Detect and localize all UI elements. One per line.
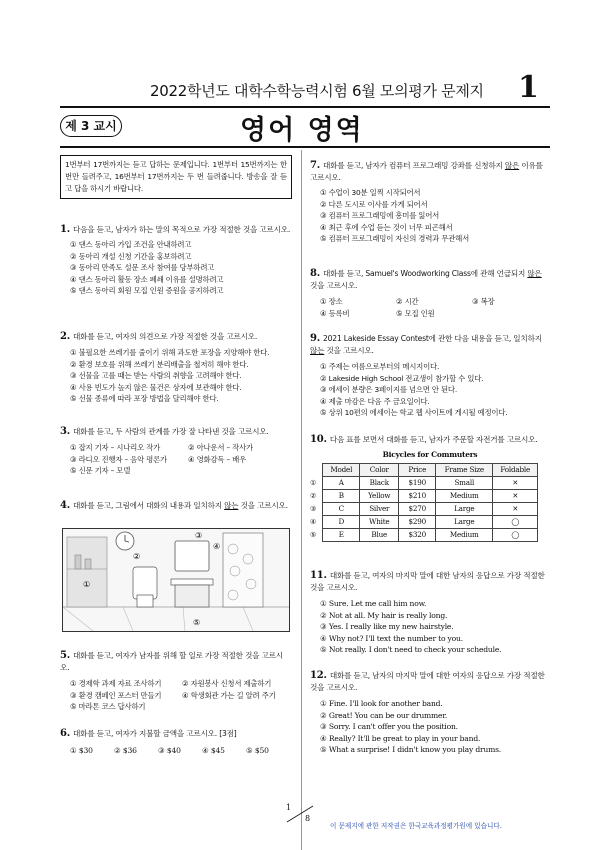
question-stem-a: 대화를 듣고, 남자가 컴퓨터 프로그래밍 강좌를 신청하지 bbox=[323, 161, 505, 170]
option-3[interactable]: ③ 동아리 만족도 설문 조사 참여를 당부하려고 bbox=[70, 263, 215, 272]
copyright-notice: 이 문제지에 관한 저작권은 한국교육과정평가원에 있습니다. bbox=[330, 822, 502, 830]
page-number: 1 bbox=[518, 70, 539, 105]
table-row[interactable] bbox=[310, 529, 538, 542]
cell-foldable: ✕ bbox=[493, 503, 538, 516]
question-number: 2. bbox=[60, 331, 71, 342]
cell-model: A bbox=[323, 477, 360, 490]
row-option-mark[interactable]: ① bbox=[310, 478, 317, 487]
option-5[interactable]: ⑤ $50 bbox=[246, 746, 269, 755]
option-2[interactable]: ② 아나운서 – 작사가 bbox=[188, 443, 253, 452]
question-number: 8. bbox=[310, 268, 321, 279]
question-number: 7. bbox=[310, 160, 321, 171]
option-3[interactable]: ③ 복장 bbox=[472, 297, 495, 306]
option-5[interactable]: ⑤ 컴퓨터 프로그래밍이 자신의 경력과 무관해서 bbox=[320, 234, 470, 243]
question-stem: 다음 표를 보면서 대화를 듣고, 남자가 주문할 자전거를 고르시오. bbox=[329, 435, 538, 444]
option-3[interactable]: ③ 선물을 고를 때는 받는 사람의 취향을 고려해야 한다. bbox=[70, 371, 242, 380]
page-total: 8 bbox=[305, 814, 311, 823]
listening-instructions: 1번부터 17번까지는 듣고 답하는 문제입니다. 1번부터 15번까지는 한 번만 들려주고, 16번부터 17번까지는 두 번 들려줍니다. 방송을 잘 듣고 답을 하시기 바랍니다. bbox=[60, 155, 292, 199]
cell-color: Blue bbox=[360, 529, 399, 542]
cell-price: $320 bbox=[399, 529, 436, 542]
option-1[interactable]: ① Sure. Let me call him now. bbox=[320, 599, 427, 608]
option-2[interactable]: ② Great! You can be our drummer. bbox=[320, 710, 448, 720]
col-header-frame-size: Frame Size bbox=[436, 464, 493, 477]
table-title: Bicycles for Commuters bbox=[382, 450, 478, 459]
question-stem: 대화를 듣고, 여자의 마지막 말에 대한 남자의 응답으로 가장 적절한 것을 고르시오. bbox=[310, 571, 545, 592]
question-4 bbox=[60, 500, 292, 512]
question-5 bbox=[60, 650, 292, 713]
option-3[interactable]: ③ 컴퓨터 프로그래밍에 흥미를 잃어서 bbox=[320, 211, 440, 220]
cell-frame-size: Medium bbox=[436, 529, 493, 542]
cell-model: D bbox=[323, 516, 360, 529]
question-number: 12. bbox=[310, 670, 327, 681]
question-stem: 대화를 듣고, 두 사람의 관계를 가장 잘 나타낸 것을 고르시오. bbox=[73, 427, 269, 436]
toilet-icon bbox=[133, 567, 157, 599]
option-1[interactable]: ① 주제는 여름으로부터의 메시지이다. bbox=[320, 362, 440, 371]
question-number: 3. bbox=[60, 426, 71, 437]
bathroom-scene-svg bbox=[63, 529, 289, 631]
option-4[interactable]: ④ 영화감독 – 배우 bbox=[188, 454, 247, 464]
question-stem-underline: 않은 bbox=[504, 161, 520, 170]
option-3[interactable]: ③ 환경 캠페인 포스터 만들기 bbox=[70, 690, 162, 700]
question-stem: 대화를 듣고, 남자의 마지막 말에 대한 여자의 응답으로 가장 적절한 것을 고르시오. bbox=[310, 671, 545, 692]
cell-frame-size: Small bbox=[436, 477, 493, 490]
cell-price: $270 bbox=[399, 503, 436, 516]
option-4[interactable]: ④ $45 bbox=[202, 746, 225, 755]
table-header-row bbox=[310, 464, 538, 477]
cell-color: Yellow bbox=[360, 490, 399, 503]
option-4[interactable]: ④ 등록비 bbox=[320, 308, 350, 318]
question-number: 4. bbox=[60, 500, 71, 511]
cell-foldable: ✕ bbox=[493, 477, 538, 490]
bathroom-illustration bbox=[62, 528, 290, 632]
question-9 bbox=[310, 333, 550, 419]
option-4[interactable]: ④ Really? It'll be great to play in your band. bbox=[320, 733, 481, 743]
option-1[interactable]: ① 댄스 동아리 가입 조건을 안내하려고 bbox=[70, 240, 192, 249]
page-current: 1 bbox=[286, 803, 292, 812]
row-option-mark[interactable]: ⑤ bbox=[310, 530, 317, 539]
table-row[interactable] bbox=[310, 490, 538, 503]
question-stem-a: 대화를 듣고, Samuel's Woodworking Class에 관해 언급되지 bbox=[323, 269, 528, 278]
cell-foldable: ✕ bbox=[493, 490, 538, 503]
table-row[interactable] bbox=[310, 516, 538, 529]
option-4[interactable]: ④ 제출 마감은 다음 주 금요일이다. bbox=[320, 396, 430, 406]
cell-model: B bbox=[323, 490, 360, 503]
question-3 bbox=[60, 426, 292, 477]
cell-color: Silver bbox=[360, 503, 399, 516]
question-stem-underline: 않는 bbox=[224, 501, 239, 510]
exam-title: 2022학년도 대학수학능력시험 6월 모의평가 문제지 bbox=[150, 82, 484, 100]
question-2 bbox=[60, 331, 292, 405]
question-8 bbox=[310, 268, 550, 319]
option-2[interactable]: ② $36 bbox=[114, 746, 137, 755]
cell-price: $190 bbox=[399, 477, 436, 490]
option-1[interactable]: ① 경제학 과제 자료 조사하기 bbox=[70, 679, 162, 688]
question-stem-b: 것을 고르시오. bbox=[238, 501, 288, 510]
option-4[interactable]: ④ 댄스 동아리 활동 장소 폐쇄 이유를 설명하려고 bbox=[70, 274, 224, 284]
option-1[interactable]: ① 잡지 기자 – 시나리오 작가 bbox=[70, 443, 161, 452]
cell-frame-size: Large bbox=[436, 516, 493, 529]
row-option-mark[interactable]: ③ bbox=[310, 504, 317, 513]
question-number: 5. bbox=[60, 650, 71, 661]
question-11 bbox=[310, 570, 550, 656]
col-header-price: Price bbox=[399, 464, 436, 477]
question-number: 1. bbox=[60, 224, 71, 235]
question-stem: 대화를 듣고, 여자의 의견으로 가장 적절한 것을 고르시오. bbox=[73, 332, 258, 341]
cell-price: $290 bbox=[399, 516, 436, 529]
row-option-mark[interactable]: ② bbox=[310, 491, 317, 500]
table-row[interactable] bbox=[310, 503, 538, 516]
option-5[interactable]: ⑤ 댄스 동아리 회원 모집 인원 증원을 공지하려고 bbox=[70, 286, 224, 295]
scene-label-5: ⑤ bbox=[193, 618, 201, 627]
scene-label-3: ③ bbox=[195, 531, 203, 540]
option-5[interactable]: ⑤ 상위 10편의 에세이는 학교 웹 사이트에 게시될 예정이다. bbox=[320, 408, 508, 417]
col-header-foldable: Foldable bbox=[493, 464, 538, 477]
question-stem-underline: 않는 bbox=[310, 346, 325, 355]
scene-label-4: ④ bbox=[213, 542, 221, 551]
option-3[interactable]: ③ 라디오 진행자 – 음악 평론가 bbox=[70, 454, 168, 464]
option-1[interactable]: ① 장소 bbox=[320, 297, 343, 306]
mirror-icon bbox=[175, 541, 209, 571]
option-4[interactable]: ④ 학생회관 가는 길 알려 주기 bbox=[182, 690, 276, 700]
option-5[interactable]: ⑤ What a surprise! I didn't know you play drums. bbox=[320, 745, 502, 754]
question-stem-a: 2021 Lakeside Essay Contest에 관한 다음 내용을 듣고, 일치하지 bbox=[323, 334, 542, 343]
option-5[interactable]: ⑤ 신문 기자 – 모델 bbox=[70, 466, 131, 475]
shelf bbox=[67, 537, 107, 607]
option-2[interactable]: ② 다른 도시로 이사를 가게 되어서 bbox=[320, 199, 428, 209]
question-6 bbox=[60, 728, 292, 757]
option-2[interactable]: ② 동아리 개설 신청 기간을 홍보하려고 bbox=[70, 251, 192, 261]
option-2[interactable]: ② 시간 bbox=[396, 297, 419, 306]
question-stem-a: 대화를 듣고, 그림에서 대화의 내용과 일치하지 bbox=[73, 501, 225, 510]
cell-foldable: ◯ bbox=[493, 529, 538, 542]
option-5[interactable]: ⑤ Not really. I don't need to check your schedule. bbox=[320, 645, 502, 654]
cell-model: C bbox=[323, 503, 360, 516]
bicycles-table bbox=[310, 463, 538, 542]
question-number: 9. bbox=[310, 333, 321, 344]
question-7 bbox=[310, 160, 550, 245]
question-stem-b: 것을 고르시오. bbox=[324, 346, 374, 355]
scene-label-1: ① bbox=[83, 580, 91, 589]
cell-color: Black bbox=[360, 477, 399, 490]
option-2[interactable]: ② Not at all. My hair is really long. bbox=[320, 610, 448, 620]
question-12 bbox=[310, 670, 550, 756]
option-1[interactable]: ① Fine. I'll look for another band. bbox=[320, 699, 443, 708]
question-number: 10. bbox=[310, 434, 327, 445]
period-badge: 제 3 교시 bbox=[60, 115, 122, 137]
col-header-model: Model bbox=[323, 464, 360, 477]
option-1[interactable]: ① $30 bbox=[70, 746, 93, 755]
option-4[interactable]: ④ 사용 빈도가 높지 않은 물건은 상자에 보관해야 한다. bbox=[70, 382, 242, 392]
table-row[interactable] bbox=[310, 477, 538, 490]
option-3[interactable]: ③ Sorry. I can't offer you the position. bbox=[320, 722, 458, 731]
question-stem: 대화를 듣고, 여자가 남자를 위해 할 일로 가장 적절한 것을 고르시오. bbox=[60, 651, 283, 672]
option-3[interactable]: ③ $40 bbox=[158, 746, 181, 755]
cell-frame-size: Medium bbox=[436, 490, 493, 503]
scene-label-2: ② bbox=[133, 552, 141, 561]
shower-curtain bbox=[223, 533, 263, 607]
question-stem-b: 것을 고르시오. bbox=[310, 281, 358, 290]
option-5[interactable]: ⑤ 선물 종류에 따라 포장 방법을 달리해야 한다. bbox=[70, 394, 219, 403]
option-1[interactable]: ① 불필요한 쓰레기를 줄이기 위해 과도한 포장을 지양해야 한다. bbox=[70, 348, 270, 357]
cell-foldable: ◯ bbox=[493, 516, 538, 529]
question-stem-b: 이유를 고르시오. bbox=[310, 161, 543, 182]
option-1[interactable]: ① 수업이 30분 일찍 시작되어서 bbox=[320, 188, 421, 197]
cell-price: $210 bbox=[399, 490, 436, 503]
question-1 bbox=[60, 224, 292, 297]
option-5[interactable]: ⑤ 모집 인원 bbox=[396, 308, 435, 318]
option-4[interactable]: ④ 최근 후에 수업 듣는 것이 너무 피곤해서 bbox=[320, 222, 453, 232]
page-indicator bbox=[283, 804, 317, 824]
option-3[interactable]: ③ Yes. I really like my new hairstyle. bbox=[320, 622, 454, 631]
option-3[interactable]: ③ 에세이 분량은 3페이지를 넘으면 안 된다. bbox=[320, 385, 458, 394]
option-2[interactable]: ② 환경 보호를 위해 쓰레기 분리배출을 철저히 해야 한다. bbox=[70, 359, 249, 369]
cell-frame-size: Large bbox=[436, 503, 493, 516]
question-stem: 대화를 듣고, 여자가 지불할 금액을 고르시오. [3점] bbox=[73, 729, 237, 738]
question-stem-underline: 않은 bbox=[527, 269, 542, 278]
subject-title: 영어 영역 bbox=[240, 115, 364, 146]
option-5[interactable]: ⑤ 마라톤 코스 답사하기 bbox=[70, 702, 146, 711]
question-number: 6. bbox=[60, 728, 71, 739]
question-10 bbox=[310, 434, 550, 542]
cell-color: White bbox=[360, 516, 399, 529]
cell-model: E bbox=[323, 529, 360, 542]
column-divider bbox=[301, 150, 302, 850]
sink-icon bbox=[171, 579, 213, 585]
question-stem: 다음을 듣고, 남자가 하는 말의 목적으로 가장 적절한 것을 고르시오. bbox=[73, 225, 291, 234]
option-2[interactable]: ② 자원봉사 신청서 제출하기 bbox=[182, 679, 272, 688]
option-4[interactable]: ④ Why not? I'll text the number to you. bbox=[320, 633, 463, 643]
option-2[interactable]: ② Lakeside High School 전교생이 참가할 수 있다. bbox=[320, 373, 484, 383]
header-rule-bottom bbox=[60, 146, 550, 148]
col-header-color: Color bbox=[360, 464, 399, 477]
row-option-mark[interactable]: ④ bbox=[310, 517, 317, 526]
question-number: 11. bbox=[310, 570, 327, 581]
